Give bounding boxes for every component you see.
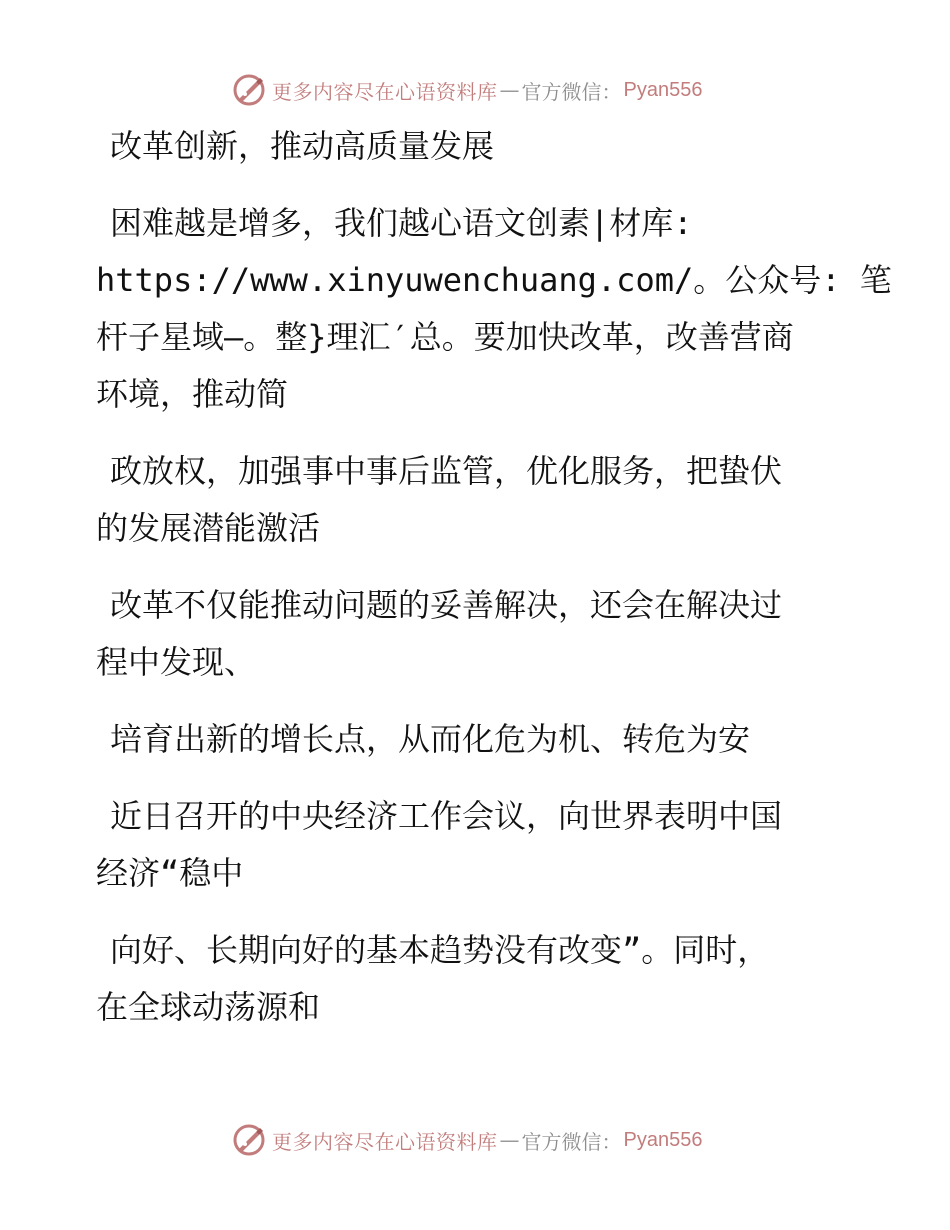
text-line: 杆子星域—。整}理汇′总。要加快改革，改善营商 — [96, 318, 794, 356]
watermark-wechat-label: 官方微信： — [521, 1129, 622, 1154]
paragraph — [96, 711, 856, 768]
text-line: 环境，推动简 — [96, 375, 289, 413]
watermark-text: 更多内容尽在心语资料库 — [272, 79, 498, 104]
pen-logo-icon — [232, 1123, 266, 1157]
watermark-wechat-label: 官方微信： — [521, 79, 622, 104]
text-line: 经济“稳中 — [96, 854, 244, 892]
watermark-wechat-id: Pyan556 — [623, 1128, 703, 1151]
pen-logo-icon — [232, 73, 266, 107]
text-line: 近日召开的中央经济工作会议，向世界表明中国 — [110, 797, 783, 835]
watermark-separator: — — [499, 78, 520, 102]
paragraph — [96, 922, 856, 1036]
text-line: 改革创新，推动高质量发展 — [110, 127, 495, 165]
footer-watermark — [232, 1120, 702, 1160]
text-line: 向好、长期向好的基本趋势没有改变”。同时， — [110, 931, 770, 969]
text-line: 培育出新的增长点，从而化危为机、转危为安 — [110, 720, 751, 758]
header-watermark — [232, 70, 702, 110]
paragraph — [96, 118, 856, 175]
paragraph — [96, 788, 856, 902]
watermark-separator: — — [499, 1128, 520, 1152]
paragraph — [96, 443, 856, 557]
text-line: 的发展潜能激活 — [96, 509, 321, 547]
watermark-wechat-id: Pyan556 — [623, 78, 703, 101]
text-line: 困难越是增多，我们越心语文创素|材库: — [110, 204, 693, 242]
paragraph — [96, 195, 892, 423]
text-line: 政放权，加强事中事后监管，优化服务，把蛰伏 — [110, 452, 783, 490]
watermark-text: 更多内容尽在心语资料库 — [272, 1129, 498, 1154]
document-body — [96, 118, 892, 1056]
text-line: 程中发现、 — [96, 643, 257, 681]
paragraph — [96, 577, 856, 691]
text-line: 改革不仅能推动问题的妥善解决，还会在解决过 — [110, 586, 783, 624]
text-line: 在全球动荡源和 — [96, 988, 321, 1026]
text-line: https://www.xinyuwenchuang.com/。公众号: 笔 — [96, 261, 892, 299]
